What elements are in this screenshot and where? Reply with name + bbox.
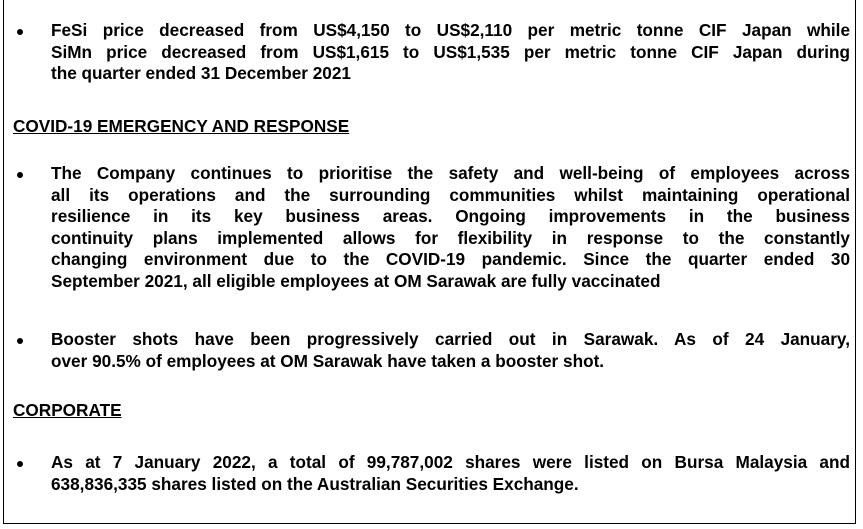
bullet-line: all its operations and the surrounding communities whilst maintaining operational (51, 184, 850, 205)
bullet-line: Booster shots have been progressively carried out in Sarawak. As of 24 January, (51, 329, 850, 349)
section-heading-corporate: CORPORATE (13, 400, 122, 420)
bullet-dot-icon (17, 461, 23, 467)
section-heading-covid: COVID-19 EMERGENCY AND RESPONSE (13, 116, 350, 136)
bullet-text (51, 452, 850, 495)
bullet-line: changing environment due to the COVID-19 pandemic. Since the quarter ended 30 (51, 249, 850, 269)
bullet-line: FeSi price decreased from US$4,150 to US$2,110 per metric tonne CIF Japan while (51, 20, 850, 40)
bullet-line: SiMn price decreased from US$1,615 to US$1,535 per metric tonne CIF Japan during (51, 41, 850, 62)
bullet-text (51, 20, 850, 85)
bullet-line: resilience in its key business areas. Ongoing improvements in the business (51, 206, 850, 226)
bullet-dot-icon (17, 29, 23, 35)
bullet-line: the quarter ended 31 December 2021 (51, 63, 351, 83)
bullet-line: continuity plans implemented allows for flexibility in response to the constantly (51, 227, 850, 248)
bullet-line: over 90.5% of employees at OM Sarawak have taken a booster shot. (51, 350, 605, 371)
bullet-line: As at 7 January 2022, a total of 99,787,002 shares were listed on Bursa Malaysia and (51, 452, 850, 472)
bullet-text (51, 163, 850, 292)
bullet-line: 638,836,335 shares listed on the Australian Securities Exchange. (51, 473, 579, 494)
bullet-text (51, 329, 850, 372)
bullet-dot-icon (17, 338, 23, 344)
bullet-line: September 2021, all eligible employees at OM Sarawak are fully vaccinated (51, 270, 661, 291)
bullet-line: The Company continues to prioritise the safety and well-being of employees across (51, 163, 850, 183)
bullet-dot-icon (17, 172, 23, 178)
